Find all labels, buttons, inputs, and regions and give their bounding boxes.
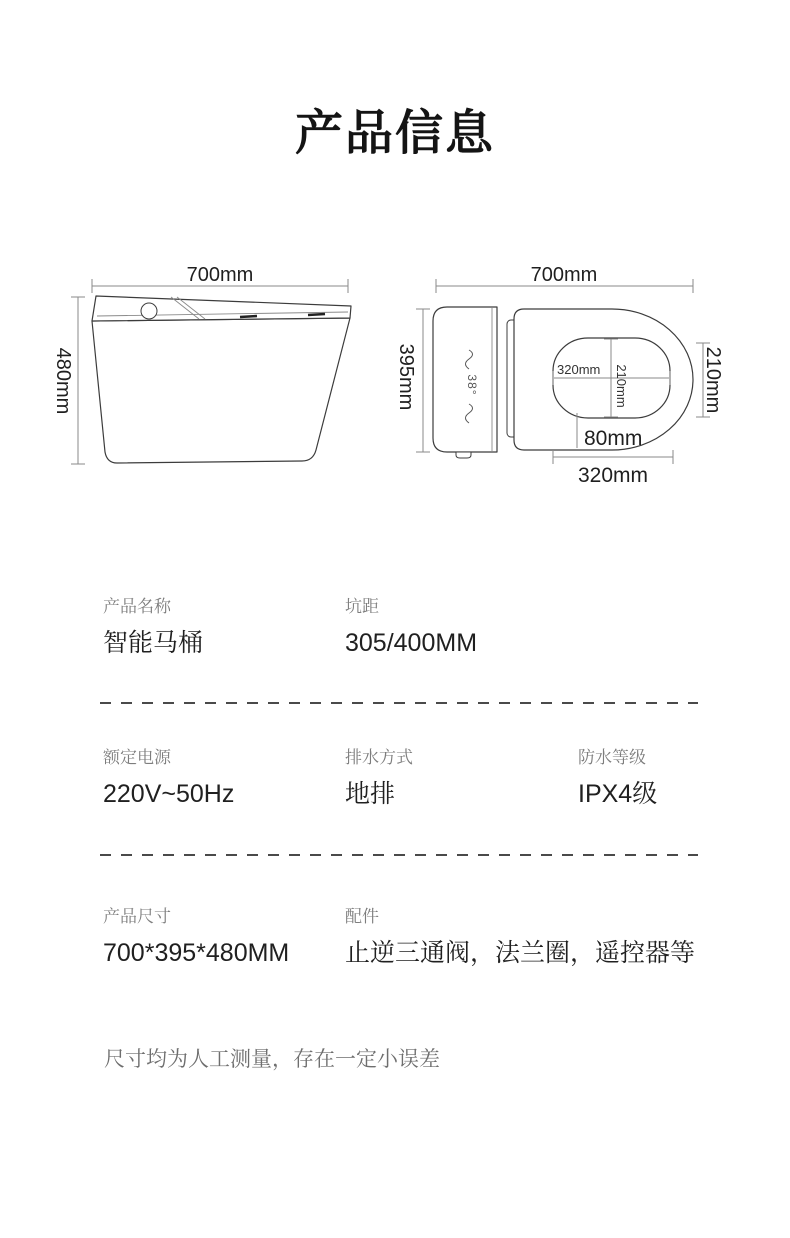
dashed-divider-2 — [100, 854, 698, 856]
page-title: 产品信息 — [294, 107, 495, 161]
spec-value: 220V~50Hz — [103, 780, 235, 808]
offset-dim-label: 80mm — [584, 427, 643, 450]
spec-label: 产品尺寸 — [103, 907, 171, 926]
spec-product-name — [103, 598, 203, 656]
side-height-dim-label: 480mm — [52, 347, 74, 415]
dashed-divider-1 — [100, 702, 698, 704]
side-vent-left — [240, 316, 257, 317]
measurement-note: 尺寸均为人工测量，存在一定小误差 — [104, 1048, 440, 1071]
spec-value: IPX4级 — [578, 780, 658, 808]
side-view-drawing — [52, 264, 351, 464]
top-depth-dim-label: 395mm — [395, 343, 417, 411]
spec-product-size — [103, 908, 289, 966]
spec-label: 排水方式 — [345, 748, 413, 767]
seat-width-dim-label: 320mm — [577, 464, 649, 487]
bowl-width-dim-label: 320mm — [557, 362, 601, 377]
spec-drainage — [345, 749, 413, 807]
toilet-top-tank — [433, 307, 497, 452]
spec-pit-distance — [345, 598, 477, 656]
flush-button — [141, 303, 157, 319]
side-210-dim-label: 210mm — [702, 346, 724, 414]
spec-label: 额定电源 — [103, 748, 171, 767]
bowl-depth-dim-label: 210mm — [614, 364, 629, 408]
top-width-dim-label: 700mm — [530, 264, 598, 286]
spec-accessories — [345, 908, 695, 966]
toilet-top-foot — [456, 452, 471, 458]
spec-value: 智能马桶 — [103, 629, 204, 657]
spec-value: 地排 — [345, 780, 396, 808]
spec-rated-power — [103, 749, 234, 807]
spec-value: 700*395*480MM — [103, 939, 290, 967]
side-vent-right — [308, 314, 325, 315]
spec-label: 防水等级 — [578, 748, 646, 767]
toilet-side-body — [92, 318, 350, 463]
spec-value: 止逆三通阀，法兰圈，遥控器等 — [345, 939, 696, 967]
top-view-drawing — [395, 264, 724, 487]
spec-value: 305/400MM — [345, 629, 478, 657]
side-width-dim-label: 700mm — [186, 264, 254, 286]
dimension-diagrams — [0, 0, 790, 520]
spec-label: 配件 — [345, 907, 379, 926]
spec-waterproof — [578, 749, 657, 807]
spec-label: 产品名称 — [103, 597, 171, 616]
temperature-display: 38° — [465, 374, 479, 396]
spec-label: 坑距 — [345, 597, 379, 616]
toilet-side-lid — [92, 296, 351, 321]
